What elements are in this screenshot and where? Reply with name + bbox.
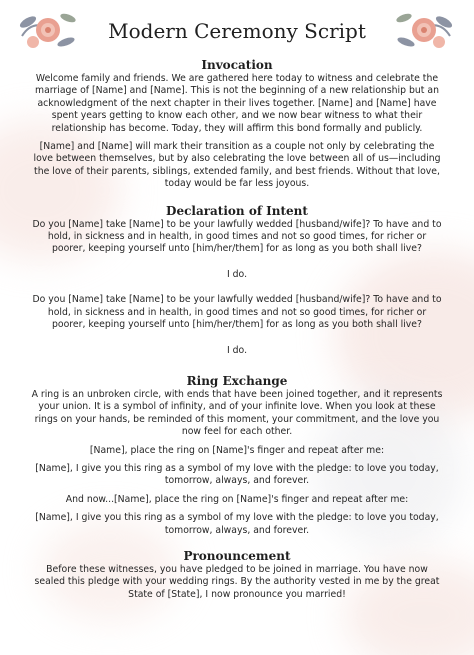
section-pronouncement <box>30 549 444 601</box>
section-heading: Pronouncement <box>183 548 291 563</box>
section-heading: Ring Exchange <box>186 373 288 388</box>
response: I do. <box>226 344 248 356</box>
response: I do. <box>226 268 248 280</box>
paragraph: A ring is an unbroken circle, with ends that have been joined together, and it represents your union. It is a symbol of infinity, and of your infinite love. When you look at these rings on your hands, be reminded of this moment, your commitment, and the love you now feel for each other. <box>31 388 443 438</box>
section-ring-exchange <box>30 374 444 537</box>
paragraph: Do you [Name] take [Name] to be your lawfully wedded [husband/wife]? To have and to hold, in sickness and in health, in good times and not so good times, for richer or poorer, keeping yourself unto [him/her/them] for as long as you both shall live? <box>32 218 442 255</box>
paragraph: [Name] and [Name] will mark their transition as a couple not only by celebrating the love between themselves, but by also celebrating the love between all of us—including the love of their parents, siblings, extended family, and best friends. Without that love, today would be far less joyous. <box>33 141 441 190</box>
paragraph: Do you [Name] take [Name] to be your lawfully wedded [husband/wife]? To have and to hold, in sickness and in health, in good times and not so good times, for richer or poorer, keeping yourself unto [him/her/them] for as long as you both shall live? <box>32 294 442 331</box>
script-content <box>30 0 444 601</box>
page-title: Modern Ceremony Script <box>108 19 366 43</box>
instruction: [Name], place the ring on [Name]'s finger and repeat after me: <box>89 444 385 456</box>
vow: [Name], I give you this ring as a symbol of my love with the pledge: to love you today, tomorrow, always, and forever. <box>35 512 439 536</box>
section-declaration <box>30 204 444 357</box>
section-heading: Declaration of Intent <box>166 203 308 218</box>
instruction: And now...[Name], place the ring on [Name]'s finger and repeat after me: <box>65 493 409 505</box>
vow: [Name], I give you this ring as a symbol of my love with the pledge: to love you today, tomorrow, always, and forever. <box>35 462 439 487</box>
section-invocation <box>30 58 444 191</box>
section-heading: Invocation <box>201 58 273 72</box>
paragraph: Welcome family and friends. We are gathered here today to witness and celebrate the marriage of [Name] and [Name]. This is not the beginning of a new relationship but an acknowledgment of the next chapter in their lives together. [Name] and [Name] have spent years getting to know each other, and we now bear witness to what their relationship has become. Today, they will affirm this bond formally and publicly. <box>35 73 439 134</box>
paragraph: Before these witnesses, you have pledged to be joined in marriage. You have now sealed this pledge with your wedding rings. By the authority vested in me by the great State of [State], I now pronounce you married! <box>34 563 440 600</box>
